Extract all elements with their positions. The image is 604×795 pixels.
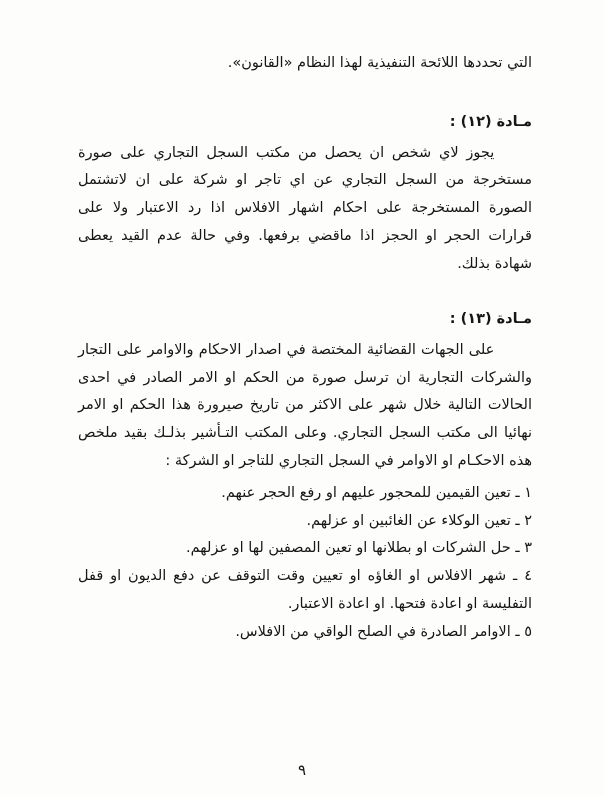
list-item-4: ٤ ـ شهر الافلاس او الغاؤه او تعيين وقت التوقف عن دفع الديون او قفل التفليسة او اعادة فتحها. او اعادة الاعتبار. [78, 568, 532, 613]
article-13-items [78, 480, 532, 647]
list-item-3: ٣ ـ حل الشركات او بطلانها او تعين المصفين لها او عزلهم. [186, 540, 532, 557]
article-13-heading: مـادة (١٣) : [449, 310, 532, 327]
list-item-1: ١ ـ تعين القيمين للمحجور عليهم او رفع الحجر عنهم. [221, 484, 532, 501]
list-item-2: ٢ ـ تعين الوكلاء عن الغائبين او عزلهم. [306, 512, 532, 529]
intro-line: التي تحددها اللائحة التنفيذية لهذا النظام «القانون». [227, 55, 532, 71]
list-item-5: ٥ ـ الاوامر الصادرة في الصلح الواقي من الافلاس. [235, 623, 532, 640]
page-number: ٩ [297, 761, 307, 779]
article-12-body: يجوز لاي شخص ان يحصل من مكتب السجل التجاري على صورة مستخرجة من السجل التجاري عن اي تاجر او شركة على ان لاتشتمل الصورة المستخرجة على احكام اشهار الافلاس اذا رد الاعتبار ولا على قرارات الحجر او الحجز اذا ماقضي برفعها. وفي حالة عدم القيد يعطى شهادة بذلك. [78, 144, 532, 272]
article-12-heading: مـادة (١٢) : [449, 113, 532, 130]
article-13-body: على الجهات القضائية المختصة في اصدار الاحكام والاوامر على التجار والشركات التجارية ان ترسل صورة من الحكم او الامر الصادر في احدى الحالات التالية خلال شهر على الاكثر من تاريخ صيرورة هذا الحكم او الامر نهائيا الى مكتب السجل التجاري. وعلى المكتب التـأشير بذلـك بقيد ملخص هذه الاحكـام او الاوامر في السجل التجاري للتاجر او الشركة : [78, 341, 532, 469]
